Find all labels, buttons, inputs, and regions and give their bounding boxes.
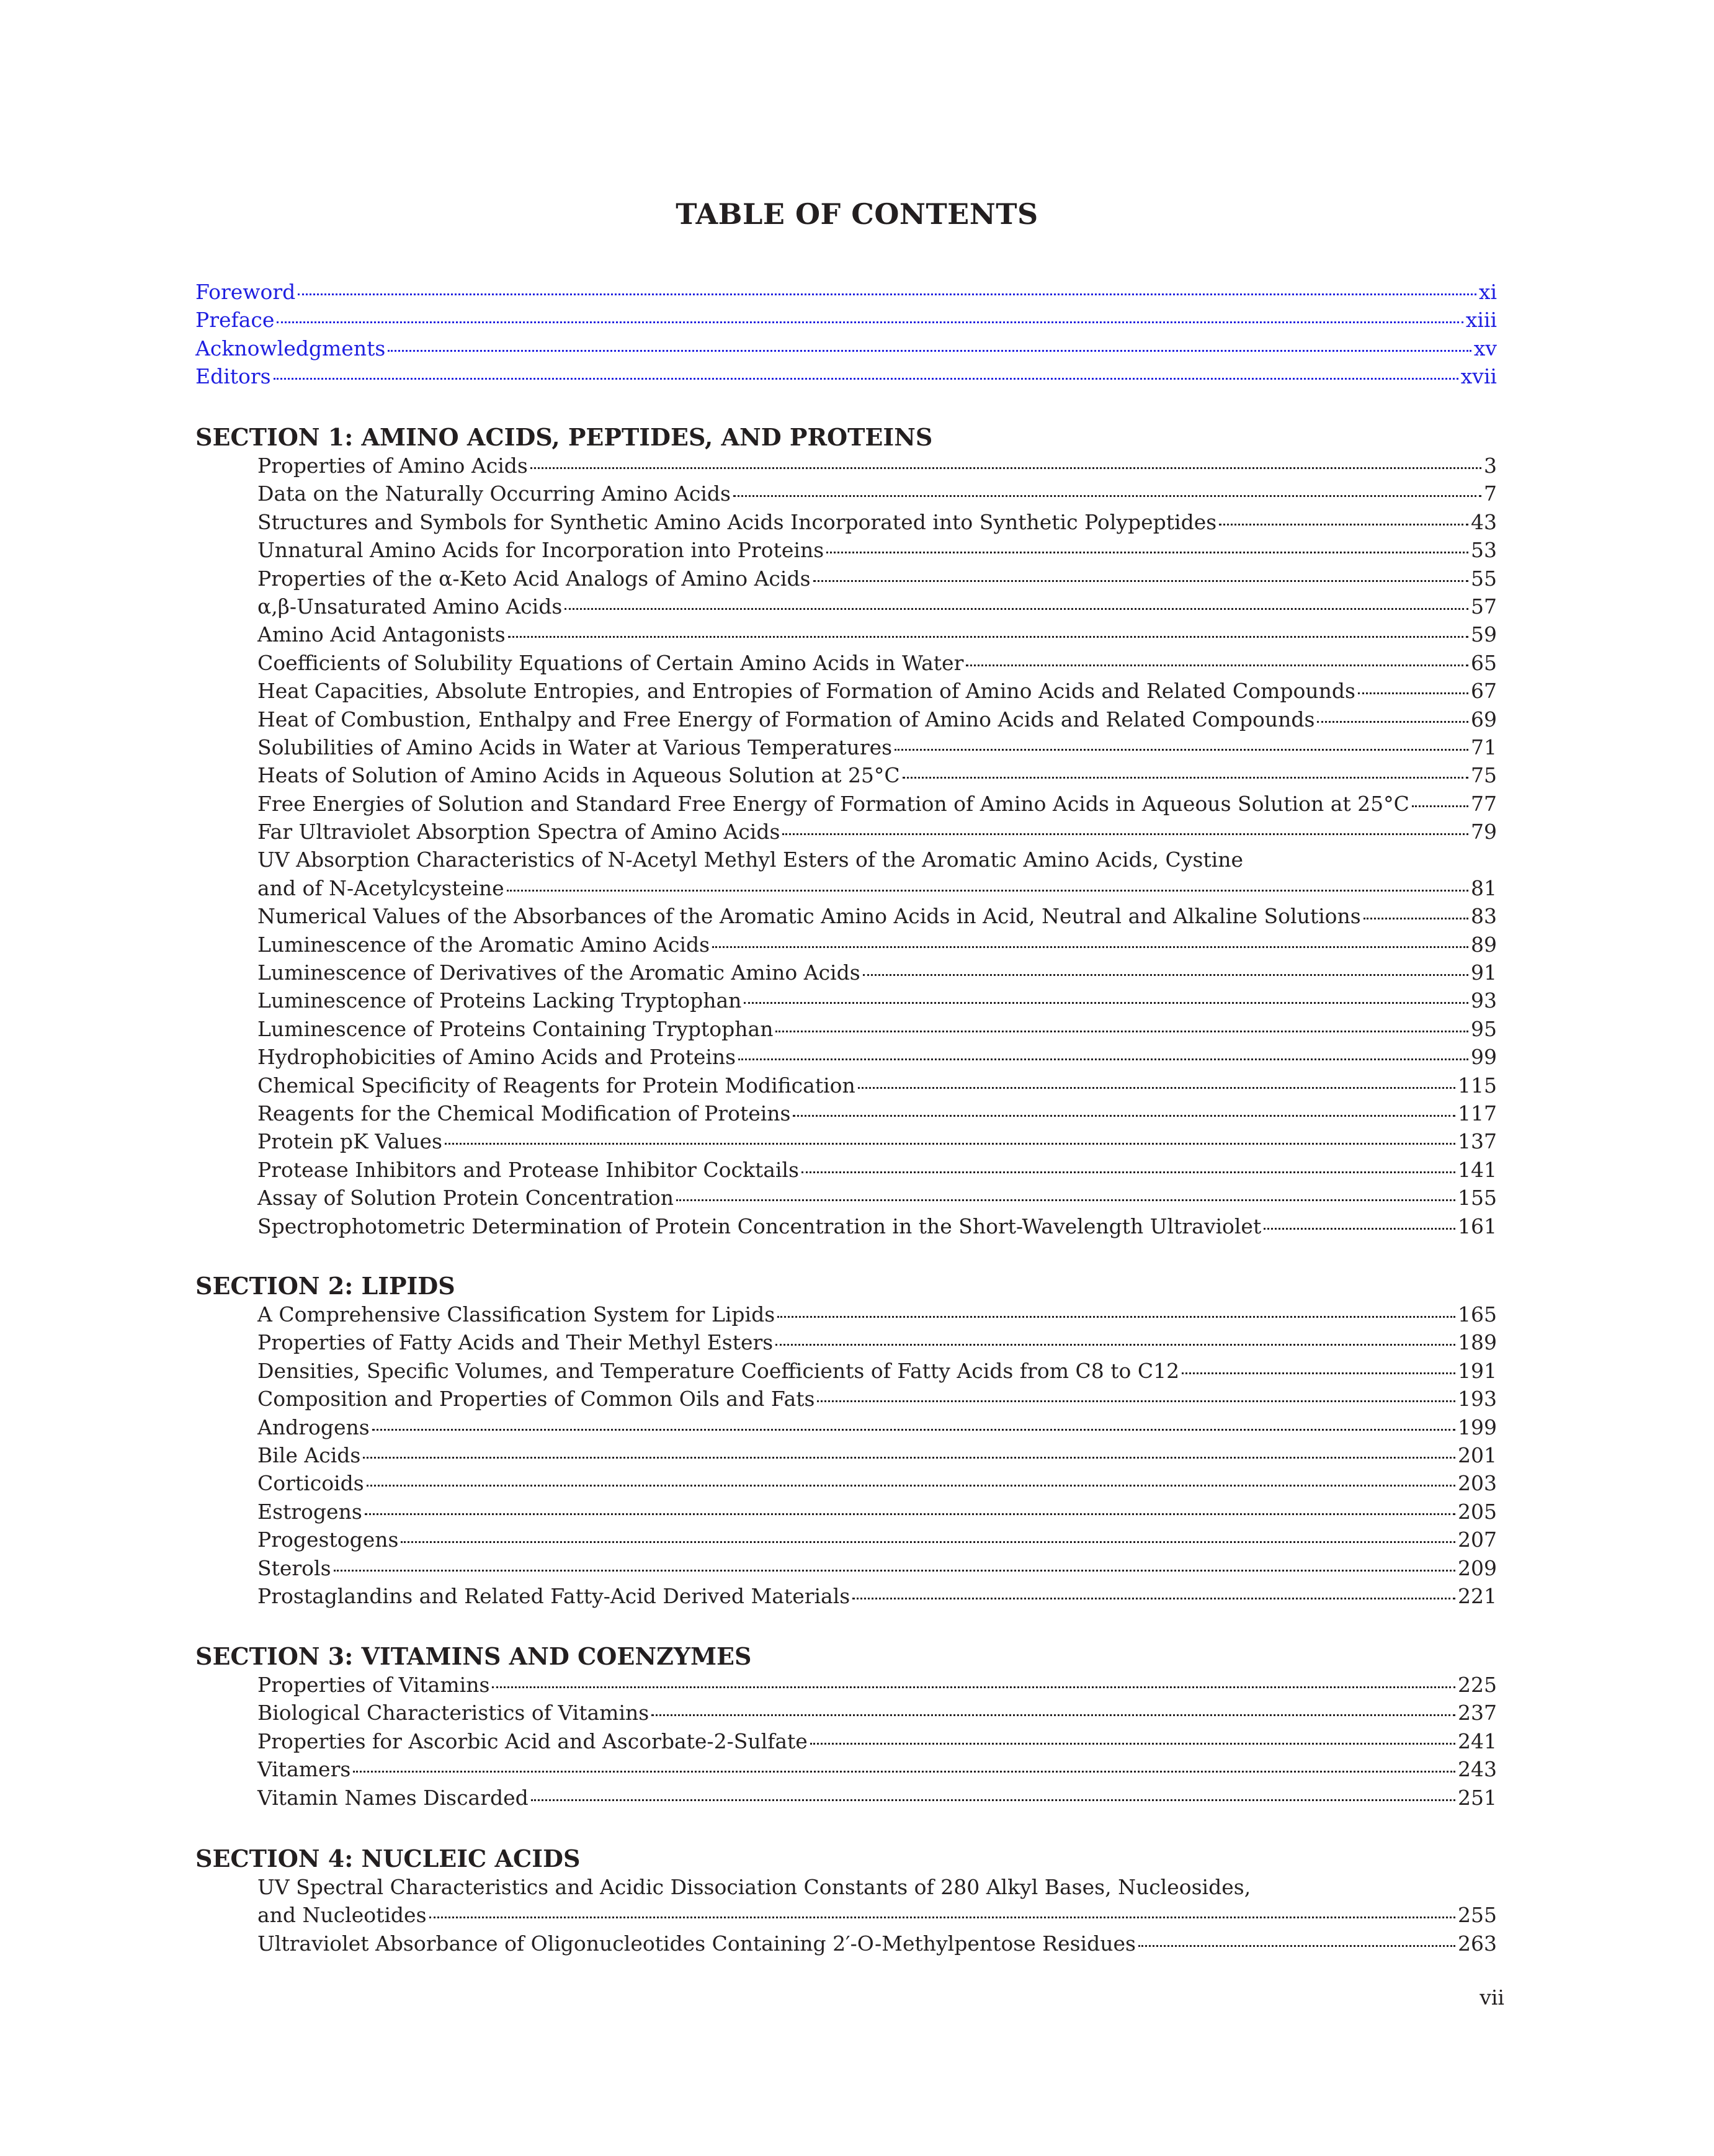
toc-entry-page: 75 [1471,763,1497,788]
toc-entry-title: Sterols [257,1555,331,1580]
leader-dots [903,777,1468,779]
leader-dots [334,1570,1455,1572]
leader-dots [1138,1945,1455,1947]
toc-entry-title: Chemical Specificity of Reagents for Protein Modification [257,1073,855,1098]
toc-entry[interactable] [257,1043,1497,1071]
section-heading: SECTION 3: VITAMINS AND COENZYMES [195,1642,752,1670]
toc-entry-title: Biological Characteristics of Vitamins [257,1701,649,1725]
leader-dots [775,1031,1468,1032]
leader-dots [813,580,1469,582]
toc-entry-title: Bile Acids [257,1443,361,1467]
toc-entry-title: Ultraviolet Absorbance of Oligonucleotides Containing 2′-O-Methylpentose Residues [257,1931,1136,1956]
leader-dots [363,1457,1455,1459]
toc-entry-title: Numerical Values of the Absorbances of the Aromatic Amino Acids in Acid, Neutral and Alkaline Solutions [257,904,1361,929]
toc-entry-page: 93 [1471,988,1497,1013]
leader-dots [429,1917,1455,1918]
toc-entry-title: Structures and Symbols for Synthetic Amino Acids Incorporated into Synthetic Polypeptides [257,509,1217,534]
toc-entry-page: 209 [1458,1555,1497,1580]
toc-entry[interactable] [257,1784,1497,1812]
leader-dots [508,636,1468,638]
leader-dots [738,1058,1468,1060]
toc-entry-title: Estrogens [257,1499,362,1524]
toc-entry-page: 161 [1458,1214,1497,1238]
toc-entry-title: Data on the Naturally Occurring Amino Acids [257,481,731,506]
section-2 [195,1272,1497,1610]
toc-entry[interactable] [257,1441,1497,1469]
toc-entry-title: Coefficients of Solubility Equations of Certain Amino Acids in Water [257,650,964,675]
toc-entry-page[interactable]: xvii [1460,364,1497,389]
leader-dots [492,1686,1455,1688]
toc-entry-page: 57 [1471,594,1497,619]
toc-entry-page: 201 [1458,1443,1497,1467]
toc-entry-title: Heats of Solution of Amino Acids in Aqueous Solution at 25°C [257,763,900,788]
toc-entry-title: Properties of Vitamins [257,1673,490,1697]
toc-entry-title[interactable]: Editors [195,364,271,389]
leader-dots [298,293,1476,295]
toc-entry-page: 7 [1484,481,1497,506]
toc-entry[interactable] [257,1385,1497,1413]
toc-entry-page: 225 [1458,1673,1497,1697]
toc-entry-page: 207 [1458,1528,1497,1552]
toc-entry-page: 77 [1471,791,1497,816]
toc-entry[interactable] [257,1357,1497,1385]
toc-entry-title: Properties of Fatty Acids and Their Methyl Esters [257,1330,774,1355]
toc-entry-page: 55 [1471,566,1497,591]
leader-dots [852,1598,1455,1599]
toc-entry-page: 81 [1471,875,1497,900]
toc-entry[interactable] [257,790,1497,818]
toc-entry-page: 3 [1484,454,1497,478]
toc-entry[interactable] [257,593,1497,620]
toc-entry-title: Luminescence of Derivatives of the Aromatic Amino Acids [257,960,860,985]
leader-dots [733,495,1481,497]
section-3 [195,1642,1497,1812]
leader-dots [777,1316,1455,1318]
toc-entry-page: 193 [1458,1387,1497,1411]
toc-entry-title: Heat Capacities, Absolute Entropies, and Entropies of Formation of Amino Acids and Related Compounds [257,679,1355,704]
toc-entry[interactable] [257,902,1497,930]
toc-entry-title: Reagents for the Chemical Modification of Proteins [257,1101,791,1125]
toc-entry[interactable] [257,1755,1497,1783]
toc-entry-page: 255 [1458,1903,1497,1928]
toc-entry[interactable] [257,705,1497,733]
toc-entry-page[interactable]: xi [1478,280,1497,304]
toc-entry-page: 155 [1458,1186,1497,1210]
toc-entry[interactable] [257,1413,1497,1441]
toc-entry-page: 189 [1458,1330,1497,1355]
toc-entry[interactable] [257,1699,1497,1727]
toc-entry-page: 199 [1458,1415,1497,1439]
toc-entry[interactable] [257,1526,1497,1554]
toc-entry-title: Properties for Ascorbic Acid and Ascorbate-2-Sulfate [257,1729,808,1753]
toc-entry-title: Vitamers [257,1757,351,1782]
toc-entry[interactable] [257,620,1497,648]
toc-entry-title: Luminescence of Proteins Lacking Tryptophan [257,988,742,1013]
leader-dots [1317,721,1468,723]
toc-entry-page: 59 [1471,622,1497,647]
section-heading: SECTION 2: LIPIDS [195,1272,455,1300]
toc-entry-page: 241 [1458,1729,1497,1753]
toc-entry-editors[interactable] [195,362,1497,390]
toc-entry-title: Protein pK Values [257,1129,442,1154]
toc-entry-title: Progestogens [257,1528,399,1552]
toc-entry-title: Free Energies of Solution and Standard Free Energy of Formation of Amino Acids in Aqueous Solution at 25°C [257,791,1409,816]
leader-dots [365,1513,1455,1515]
toc-entry-page: 117 [1458,1101,1497,1125]
toc-entry[interactable] [257,508,1497,536]
leader-dots [863,974,1468,976]
leader-dots [826,552,1468,553]
leader-dots [531,1799,1455,1801]
leader-dots [782,833,1468,835]
toc-entry-title: and Nucleotides [257,1903,427,1928]
toc-entry[interactable] [257,536,1497,564]
toc-entry-page: 71 [1471,735,1497,759]
toc-entry[interactable] [257,677,1497,705]
toc-entry-title: Hydrophobicities of Amino Acids and Proteins [257,1045,736,1070]
toc-entry[interactable] [257,818,1497,846]
toc-entry-page: 43 [1471,509,1497,534]
toc-entry-page: 251 [1458,1785,1497,1810]
toc-entry-page: 79 [1471,820,1497,844]
toc-entry-page[interactable]: xiii [1465,308,1497,333]
toc-entry-title: Solubilities of Amino Acids in Water at Various Temperatures [257,735,893,759]
toc-entry-preface[interactable] [195,306,1497,334]
toc-entry[interactable] [257,1328,1497,1356]
toc-entry[interactable] [257,649,1497,677]
page-title: TABLE OF CONTENTS [676,197,1038,231]
toc-entry-title-line1[interactable]: UV Spectral Characteristics and Acidic Dissociation Constants of 280 Alkyl Bases, Nucleosides, [257,1875,1251,1899]
leader-dots [1364,918,1468,919]
leader-dots [744,1002,1468,1004]
page-number: vii [1480,1985,1504,2010]
toc-entry[interactable] [257,1498,1497,1526]
toc-entry[interactable] [257,1554,1497,1582]
toc-entry-page: 69 [1471,707,1497,731]
toc-entry[interactable] [257,1930,1497,1957]
toc-entry-page: 191 [1458,1358,1497,1383]
toc-entry-title: Corticoids [257,1471,364,1496]
toc-entry[interactable] [257,1901,1497,1929]
toc-entry[interactable] [257,1469,1497,1497]
toc-entry-title: Luminescence of Proteins Containing Tryptophan [257,1016,774,1041]
toc-entry-title: and of N-Acetylcysteine [257,875,504,900]
toc-entry-foreword[interactable] [195,278,1497,306]
leader-dots [274,378,1458,380]
toc-entry-title: A Comprehensive Classification System for Lipids [257,1302,775,1326]
toc-entry-page: 53 [1471,538,1497,563]
toc-entry-title: Amino Acid Antagonists [257,622,506,647]
toc-entry[interactable] [257,565,1497,593]
toc-entry[interactable] [257,761,1497,789]
toc-entry[interactable] [257,1184,1497,1212]
toc-entry[interactable] [257,931,1497,959]
toc-entry[interactable] [257,480,1497,508]
toc-entry[interactable] [257,959,1497,986]
leader-dots [651,1714,1455,1716]
toc-entry[interactable] [257,1127,1497,1155]
toc-entry-title: Luminescence of the Aromatic Amino Acids [257,932,710,957]
section-entries [257,1300,1497,1610]
toc-entry-title: Far Ultraviolet Absorption Spectra of Amino Acids [257,820,780,844]
leader-dots [712,946,1468,948]
toc-entry-title: α,β-Unsaturated Amino Acids [257,594,563,619]
section-entries [257,1671,1497,1812]
leader-dots [810,1743,1455,1745]
toc-entry-page: 67 [1471,679,1497,704]
toc-entry[interactable] [257,733,1497,761]
toc-entry-page: 205 [1458,1499,1497,1524]
toc-entry-page: 263 [1458,1931,1497,1956]
leader-dots [353,1771,1455,1773]
toc-entry-page: 221 [1458,1583,1497,1608]
toc-entry-title: Unnatural Amino Acids for Incorporation into Proteins [257,538,824,563]
toc-entry[interactable] [257,1071,1497,1099]
toc-entry-title: Spectrophotometric Determination of Protein Concentration in the Short-Wavelength Ultraviolet [257,1214,1262,1238]
toc-entry[interactable] [257,1582,1497,1610]
toc-entry-acknowledgments[interactable] [195,334,1497,362]
toc-entry-title: Vitamin Names Discarded [257,1785,529,1810]
section-entries [257,452,1497,1240]
toc-entry[interactable] [257,1156,1497,1184]
leader-dots [1358,692,1468,694]
toc-entry-title: Composition and Properties of Common Oils and Fats [257,1387,815,1411]
leader-dots [895,749,1468,751]
front-matter-list [195,278,1497,391]
leader-dots [367,1485,1455,1487]
toc-entry-page: 237 [1458,1701,1497,1725]
section-4 [195,1845,1497,1957]
leader-dots [1264,1228,1455,1230]
toc-entry-page: 65 [1471,650,1497,675]
toc-entry-title[interactable]: Foreword [195,280,296,304]
toc-entry-title: Protease Inhibitors and Protease Inhibitor Cocktails [257,1157,799,1182]
toc-entry-page: 243 [1458,1757,1497,1782]
toc-entry-page: 203 [1458,1471,1497,1496]
toc-entry[interactable] [257,1671,1497,1699]
leader-dots [445,1143,1455,1145]
toc-entry-title[interactable]: Preface [195,308,275,333]
leader-dots [793,1115,1455,1117]
leader-dots [801,1171,1455,1173]
toc-entry-page: 83 [1471,904,1497,929]
toc-entry-title-line1[interactable]: UV Absorption Characteristics of N-Acetyl Methyl Esters of the Aromatic Amino Acids, Cystine [257,848,1243,872]
toc-entry-page: 89 [1471,932,1497,957]
toc-entry[interactable] [257,1300,1497,1328]
leader-dots [565,608,1468,610]
toc-entry-page[interactable]: xv [1473,336,1497,360]
toc-entry-page: 99 [1471,1045,1497,1070]
leader-dots [1219,524,1468,526]
leader-dots [277,321,1463,323]
toc-entry-page: 137 [1458,1129,1497,1154]
toc-entry[interactable] [257,986,1497,1014]
leader-dots [401,1541,1455,1543]
section-1 [195,423,1497,1240]
section-entries [257,1873,1497,1957]
toc-entry[interactable] [257,874,1497,902]
toc-entry-title[interactable]: Acknowledgments [195,336,386,360]
toc-entry-title: Assay of Solution Protein Concentration [257,1186,674,1210]
toc-entry-page: 115 [1458,1073,1497,1098]
leader-dots [775,1344,1455,1346]
leader-dots [372,1429,1455,1431]
toc-entry[interactable] [257,1727,1497,1755]
toc-entry-title: Androgens [257,1415,370,1439]
toc-entry-title: Prostaglandins and Related Fatty-Acid Derived Materials [257,1583,850,1608]
section-heading: SECTION 1: AMINO ACIDS, PEPTIDES, AND PROTEINS [195,423,933,451]
toc-entry-page: 91 [1471,960,1497,985]
leader-dots [817,1400,1455,1402]
section-heading: SECTION 4: NUCLEIC ACIDS [195,1845,581,1872]
toc-entry[interactable] [257,1099,1497,1127]
leader-dots [530,467,1481,469]
toc-entry[interactable] [257,1015,1497,1043]
toc-entry-page: 95 [1471,1016,1497,1041]
toc-entry-title: Properties of the α-Keto Acid Analogs of Amino Acids [257,566,811,591]
toc-entry[interactable] [257,1212,1497,1240]
leader-dots [966,664,1468,666]
toc-entry-title: Heat of Combustion, Enthalpy and Free Energy of Formation of Amino Acids and Related Compounds [257,707,1315,731]
toc-entry-title: Densities, Specific Volumes, and Temperature Coefficients of Fatty Acids from C8 to C12 [257,1358,1180,1383]
leader-dots [676,1199,1455,1201]
leader-dots [388,350,1471,352]
toc-entry-title: Properties of Amino Acids [257,454,528,478]
leader-dots [1182,1372,1455,1374]
leader-dots [507,890,1468,892]
toc-entry-page: 141 [1458,1157,1497,1182]
leader-dots [858,1087,1455,1089]
toc-entry[interactable] [257,452,1497,480]
leader-dots [1412,805,1468,807]
toc-entry-page: 165 [1458,1302,1497,1326]
